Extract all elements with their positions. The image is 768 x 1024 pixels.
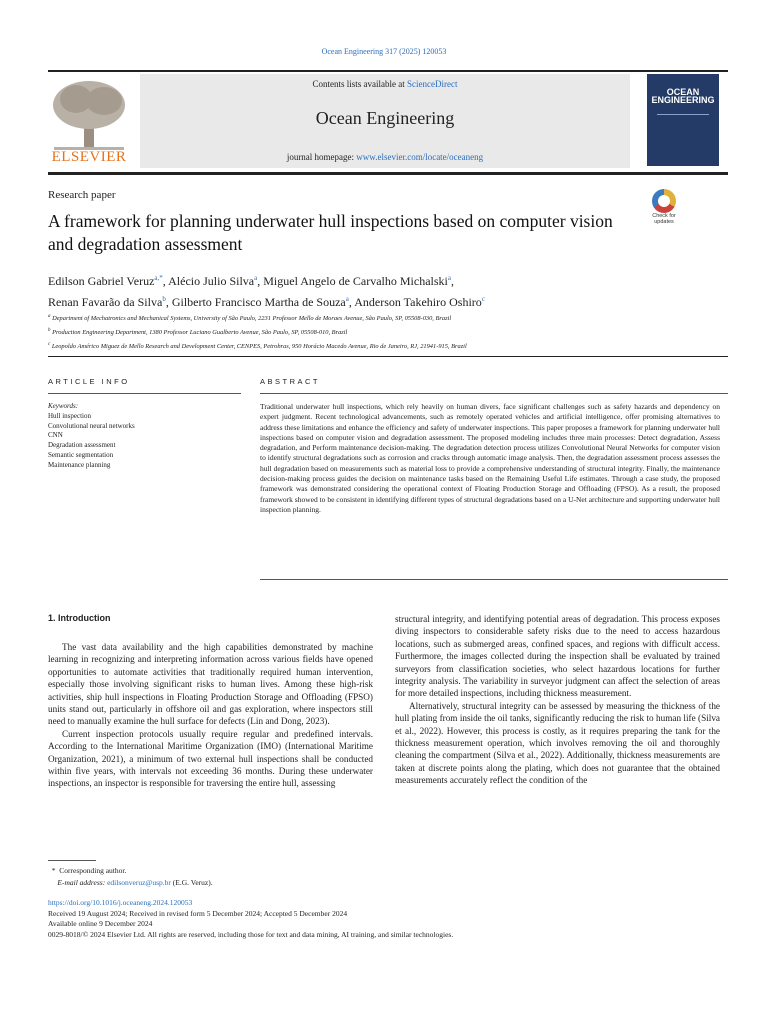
online-date: Available online 9 December 2024 (48, 919, 153, 929)
doi-link[interactable]: https://doi.org/10.1016/j.oceaneng.2024.120053 (48, 898, 193, 907)
affiliation-text: Production Engineering Department, 1380 Professor Luciano Gualberto Avenue, São Paulo, SP, 05508-010, Brazil (52, 329, 348, 337)
keywords-block (48, 402, 248, 471)
body-paragraph: structural integrity, and identifying potential areas of degradation. This process exposes diving inspectors to considerable safety risks due to the need to access hazardous locations, such as submerged areas, confined spaces, and regions with difficult access. Furthermore, the images collected during the inspection shall be evaluated by trained surveyors from classification societies, who select hazardous locations for further integrity analysis. The variability in surveyor judgment can affect the selection of areas for more detailed inspections, including thickness measurement. (395, 614, 720, 699)
body-paragraph: Alternatively, structural integrity can be assessed by measuring the thickness of the hull plating from inside the oil tanks, significantly reducing the risk to human life (Silva et al., 2022). However, this process is costly, as it requires preparing the tank for the thickness measurement operation, which involves removing the oil and thoroughly cleaning the compartment (Silva et al., 2022). Additionally, thickness measurements are taken at discrete points along the plating, which does not guarantee that the obtained measurements accurately reflect the condition of the (395, 700, 720, 786)
article-info-heading: ARTICLE INFO (48, 377, 130, 386)
affiliation-marker: c (48, 342, 51, 348)
keyword: CNN (48, 431, 63, 440)
affiliation-list (48, 311, 728, 353)
check-updates-label: Check for updates (652, 213, 676, 225)
author-name[interactable]: Edilson Gabriel Veruz (48, 274, 155, 288)
body-column-left (48, 641, 373, 790)
keyword: Semantic segmentation (48, 450, 114, 459)
contents-line (140, 79, 630, 89)
author-affiliation-marker[interactable]: a,* (154, 274, 163, 282)
affiliation (48, 311, 728, 325)
author-name[interactable]: Gilberto Francisco Martha de Souza (171, 295, 346, 309)
corresponding-author-note: Corresponding author. (59, 866, 127, 875)
cover-title: OCEAN ENGINEERING (651, 87, 715, 105)
author-name[interactable]: Miguel Angelo de Carvalho Michalski (263, 274, 448, 288)
banner-top-rule (48, 70, 728, 72)
author-name[interactable]: Anderson Takehiro Oshiro (354, 295, 482, 309)
affiliation (48, 325, 728, 339)
article-info-rule (48, 393, 241, 394)
header-divider (48, 356, 728, 357)
affiliation-text: Leopoldo Américo Miguez de Mello Research and Development Center, CENPES, Petrobras, 950 Horácio Macedo Avenue, Rio de Janeiro, RJ, 21941-915, Brazil (51, 343, 467, 351)
article-type: Research paper (48, 189, 116, 201)
journal-citation[interactable]: Ocean Engineering 317 (2025) 120053 (321, 47, 447, 56)
article-title: A framework for planning underwater hull inspections based on computer vision and degradation assessment (48, 211, 613, 254)
check-for-updates-button[interactable] (645, 189, 683, 229)
email-link[interactable]: edilsonveruz@usp.br (107, 878, 171, 887)
affiliation-marker: b (48, 328, 51, 334)
body-paragraph: Current inspection protocols usually require regular and predefined intervals. According to the International Maritime Organization (IMO) (International Maritime Organization, 2021), a minimum of two external hull inspections shall be conducted within five years, with intervals not exceeding 36 months. During these underwater inspections, an inspector is responsible for traversing the entire hull, assessing (48, 728, 373, 789)
banner-bottom-rule (48, 172, 728, 175)
homepage-line (140, 152, 630, 162)
section-heading-introduction: 1. Introduction (48, 613, 111, 623)
author-list: Edilson Gabriel Veruz$^{a,*}$, Alécio Julio Silva$^a$, Miguel Angelo de Carvalho Michalski$^a$, Renan Favarão da Silva$^b$, Gilberto Francisco Martha de Souza$^a$, Anderson Takehiro Oshiro$^c$ (48, 274, 485, 309)
author-affiliation-marker[interactable]: a (447, 274, 451, 282)
keyword: Maintenance planning (48, 460, 111, 469)
keyword: Degradation assessment (48, 441, 116, 450)
author-affiliation-marker[interactable]: a (254, 274, 258, 282)
keywords-label: Keywords: (48, 402, 79, 410)
check-updates-icon (652, 189, 676, 213)
sciencedirect-link[interactable]: ScienceDirect (407, 79, 458, 89)
affiliation-text: Department of Mechatronics and Mechanical Systems, University of São Paulo, 2231 Professor Mello de Moraes Avenue, São Paulo, SP, 05508-030, Brazil (52, 315, 452, 323)
copyright-line: 0029-8018/© 2024 Elsevier Ltd. All rights are reserved, including those for text and data mining, AI training, and similar technologies. (48, 929, 454, 939)
author-affiliation-marker[interactable]: b (162, 295, 166, 303)
homepage-prefix: journal homepage: (286, 152, 357, 162)
footnote: * Corresponding author. E-mail address: edilsonveruz@usp.br (E.G. Veruz). (51, 866, 213, 887)
affiliation-marker: a (48, 314, 51, 319)
abstract-rule (260, 393, 728, 394)
journal-cover[interactable] (647, 74, 719, 166)
affiliation (48, 339, 728, 353)
author-name[interactable]: Renan Favarão da Silva (48, 295, 163, 309)
article-footer (48, 898, 453, 940)
cover-divider (657, 114, 709, 115)
abstract-text: Traditional underwater hull inspections, which rely heavily on human divers, face significant challenges such as safety hazards and dependency on expert judgment. Recent technological advancements, such as remotely operated vehicles and artificial intelligence, offer promising alternatives to address these limitations and enhance the efficiency and safety of underwater inspections. This paper proposes a framework for planning underwater hull inspections based on computer vision and degradation assessment. The proposed modeling includes three main processes: Detect degradation, Assess degradation, and Perform maintenance decision-making. The degradation detection process utilizes Convolutional Neural Networks for computer vision to identify structural degradations such as corrosion and cracks through automatic image analysis. Then, the degradation assessment process assesses the hull degradation based on measurements such as material loss to provide a comprehensive understanding of structural integrity. Finally, the maintenance decision-making process guides the decision on maintenance tasks based on the Remaining Useful Life estimates. Through a case study, the proposed framework was demonstrated considering the operational context of Floating Production Storage and Offloading (FPSO). As a result, the proposed framework showed to be consistent in identifying different types of structural degradations based on a U-Net architecture and supporting underwater hull inspection planning. (260, 402, 720, 514)
author-affiliation-marker[interactable]: c (481, 295, 485, 303)
received-dates: Received 19 August 2024; Received in revised form 5 December 2024; Accepted 5 December 2024 (48, 908, 348, 918)
email-label: E-mail address: (57, 878, 108, 887)
email-suffix: (E.G. Veruz). (170, 878, 213, 887)
publisher-name: ELSEVIER (51, 149, 127, 165)
keyword: Hull inspection (48, 411, 91, 420)
abstract-end-rule (260, 579, 728, 580)
homepage-link[interactable]: www.elsevier.com/locate/oceaneng (356, 152, 484, 162)
footnote-rule (48, 860, 96, 861)
keyword: Convolutional neural networks (48, 421, 135, 430)
journal-name: Ocean Engineering (315, 108, 455, 128)
body-column-right (395, 613, 720, 787)
contents-prefix: Contents lists available at (312, 79, 407, 89)
author-name[interactable]: Alécio Julio Silva (168, 274, 255, 288)
body-paragraph: The vast data availability and the high capabilities demonstrated by machine learning in recognizing and interpreting information across various fields have opened opportunities to automate activities that traditionally required human intervention, especially those involving significant risks to human lives. Among these high-risk activities, ship hull inspections in Floating Production Storage and Offloading (FPSO) units stand out, particularly in offshore oil and gas exploration, where inspectors still need to manually examine the hull surface for defects (Lin and Dong, 2023). (48, 642, 373, 727)
abstract-heading: ABSTRACT (260, 377, 321, 386)
elsevier-logo[interactable] (48, 77, 130, 167)
author-affiliation-marker[interactable]: a (345, 295, 349, 303)
